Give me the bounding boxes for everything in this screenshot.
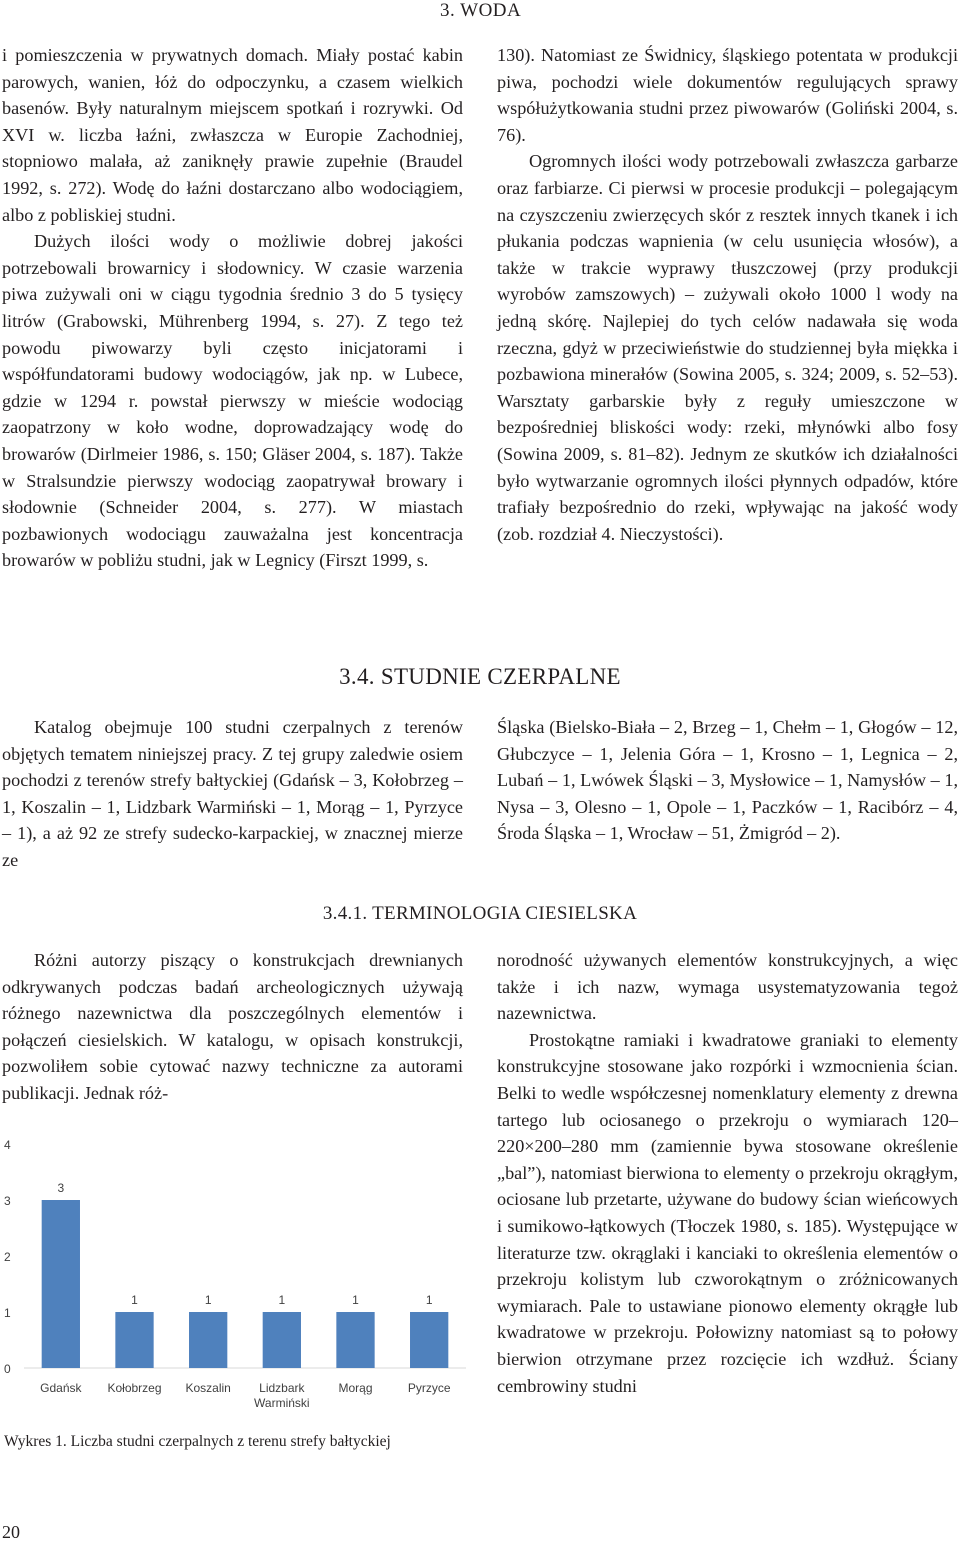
bottom-right-column: [497, 947, 958, 1399]
mid-right-column: [497, 714, 958, 847]
paragraph: Dużych ilości wody o możliwie dobrej jakości potrzebowali browarnicy i słodownicy. W czasie warzenia piwa zużywali oni w ciągu tygodnia średnio 3 do 5 tysięcy litrów (Grabowski, Mührenberg 1994, s. 27). Z tego też powodu piwowarzy byli często inicjatorami i współfundatorami budowy wodociągów, jak np. w Lubece, gdzie w 1294 r. powstał pierwszy w mieście wodociąg zaopatrzony w koło wodne, doprowadzający wodę do browarów (Dirlmeier 1986, s. 150; Gläser 2004, s. 187). Także w Stralsundzie pierwszy wodociąg zaopatrywał browary i słodownie (Schneider 2004, s. 277). W miastach pozbawionych wodociągu zauważalna jest koncentracja browarów w pobliżu studni, jak w Legnicy (Firszt 1999, s.: [2, 231, 463, 571]
section-heading: 3.4. STUDNIE CZERPALNE: [339, 664, 621, 689]
x-tick-label: Lidzbark: [259, 1381, 305, 1395]
paragraph: norodność używanych elementów konstrukcyjnych, a więc także i ich nazw, wymaga usystematyzowania tegoż nazewnictwa.: [497, 950, 958, 1024]
paragraph: Prostokątne ramiaki i kwadratowe graniaki to elementy konstrukcyjne stosowane jako rozpórki i wzmocnienia ścian. Belki to wedle współczesnej nomenklatury elementy z drewna tartego lub ociosanego o przekroju o wymiarach 120–220×200–280 mm (zamiennie bywa stosowane określenie „bal”), natomiast bierwiona to elementy o przekroju okrągłym, ociosane lub przetarte, używane do budowy ścian wieńcowych i sumikowo-łątkowych (Tłoczek 1980, s. 185). Występujące w literaturze tzw. okrąglaki i kanciaki to określenia elementów o przekroju kolistym lub czworokątnym o zróżnicowanych wymiarach. Pale to ustawiane pionowo elementy okrągłe lub kwadratowe w przekroju. Połowizny natomiast są to połowy bierwion otrzymane przez rozcięcie ich wzdłuż. Ściany cembrowiny studni: [497, 1029, 958, 1396]
data-label: 1: [352, 1293, 359, 1307]
bar: [410, 1312, 448, 1368]
paragraph: i pomieszczenia w prywatnych domach. Miały postać kabin parowych, wanien, łóż do odpoczynku, a czasem wielkich basenów. Były naturalnym miejscem spotkań i rozrywki. Od XVI w. liczba łaźni, zwłaszcza w Europie Zachodniej, stopniowo malała, aż zaniknęły prawie zupełnie (Braudel 1992, s. 272). Wodę do łaźni dostarczano albo wodociągiem, albo z pobliskiej studni.: [2, 45, 463, 225]
y-tick-label: 0: [4, 1362, 11, 1376]
bar: [42, 1200, 80, 1368]
top-right-column: [497, 42, 958, 547]
x-tick-label: Pyrzyce: [407, 1381, 451, 1395]
subsection-heading: 3.4.1. TERMINOLOGIA CIESIELSKA: [322, 903, 638, 924]
y-tick-label: 1: [4, 1306, 11, 1320]
x-tick-label: Gdańsk: [40, 1381, 82, 1395]
bar: [336, 1312, 374, 1368]
y-tick-label: 3: [4, 1194, 11, 1208]
data-label: 1: [131, 1293, 138, 1307]
data-label: 1: [425, 1293, 433, 1307]
x-tick-label: Kołobrzeg: [107, 1381, 162, 1395]
bar: [263, 1312, 301, 1368]
paragraph: Śląska (Bielsko-Biała – 2, Brzeg – 1, Chełm – 1, Głogów – 12, Głubczyce – 1, Jelenia Góra – 1, Krosno – 1, Legnica – 2, Lubań – 1, Lwówek Śląski – 3, Mysłowice – 1, Namysłów – 1, Nysa – 3, Olesno – 1, Opole – 1, Paczków – 1, Racibórz – 4, Środa Śląska – 1, Wrocław – 51, Żmigród – 2).: [497, 717, 958, 844]
x-tick-label: Koszalin: [185, 1381, 231, 1395]
figure-caption: Wykres 1. Liczba studni czerpalnych z terenu strefy bałtyckiej: [4, 1433, 391, 1450]
bar: [115, 1312, 153, 1368]
x-tick-label: Warmiński: [254, 1396, 310, 1410]
y-tick-label: 4: [4, 1138, 11, 1152]
paragraph: 130). Natomiast ze Świdnicy, śląskiego potentata w produkcji piwa, pochodzi wiele dokumentów regulujących sprawy współużytkowania studni przez piwowarów (Goliński 2004, s. 76).: [497, 45, 958, 145]
mid-left-column: [2, 714, 463, 874]
y-tick-label: 2: [4, 1250, 11, 1264]
paragraph: Ogromnych ilości wody potrzebowali zwłaszcza garbarze oraz farbiarze. Ci pierwsi w procesie produkcji – polegającym na czyszczeniu zwierzęcych skór z resztek innych tkanek i ich płukania podczas wapnienia (w celu usunięcia włosów), a także w trakcie wyprawy tłuszczowej (przy produkcji wyrobów zamszowych) – zużywali około 1000 l wody na jedną skórę. Najlepiej do tych celów nadawała się woda rzeczna, gdyż w przeciwieństwie do studziennej była miękka i pozbawiona minerałów (Sowina 2005, s. 324; 2009, s. 52–53). Warsztaty garbarskie były z reguły umieszczone w bezpośredniej bliskości wody: rzeki, młynówki albo fosy (Sowina 2009, s. 81–82). Jednym ze skutków ich działalności było wytwarzanie ogromnych ilości płynnych odpadów, które trafiały bezpośrednio do rzeki, wpływając na jakość wody (zob. rozdział 4. Nieczystości).: [497, 151, 958, 544]
page-number: 20: [2, 1522, 20, 1542]
top-left-column: [2, 42, 463, 574]
bottom-left-column: [2, 947, 463, 1107]
paragraph: Katalog obejmuje 100 studni czerpalnych z terenów objętych tematem niniejszej pracy. Z tej grupy zaledwie osiem pochodzi z terenów strefy bałtyckiej (Gdańsk – 3, Kołobrzeg – 1, Koszalin – 1, Lidzbark Warmiński – 1, Morąg – 1, Pyrzyce – 1), a aż 92 ze strefy sudecko-karpackiej, w znacznej mierze ze: [2, 717, 463, 870]
bar: [189, 1312, 227, 1368]
running-header: 3. WODA: [440, 0, 522, 21]
x-tick-label: Morąg: [338, 1381, 373, 1395]
data-label: 1: [204, 1293, 212, 1307]
data-label: 3: [57, 1181, 65, 1195]
paragraph: Różni autorzy piszący o konstrukcjach drewnianych odkrywanych podczas badań archeologicznych używają różnego nazewnictwa dla poszczególnych elementów i połączeń ciesielskich. W katalogu, w opisach konstrukcji, pozwoliłem sobie cytować nazwy techniczne za autorami publikacji. Jednak róż-: [2, 950, 463, 1103]
data-label: 1: [278, 1293, 286, 1307]
bar-chart: [0, 1128, 470, 1428]
